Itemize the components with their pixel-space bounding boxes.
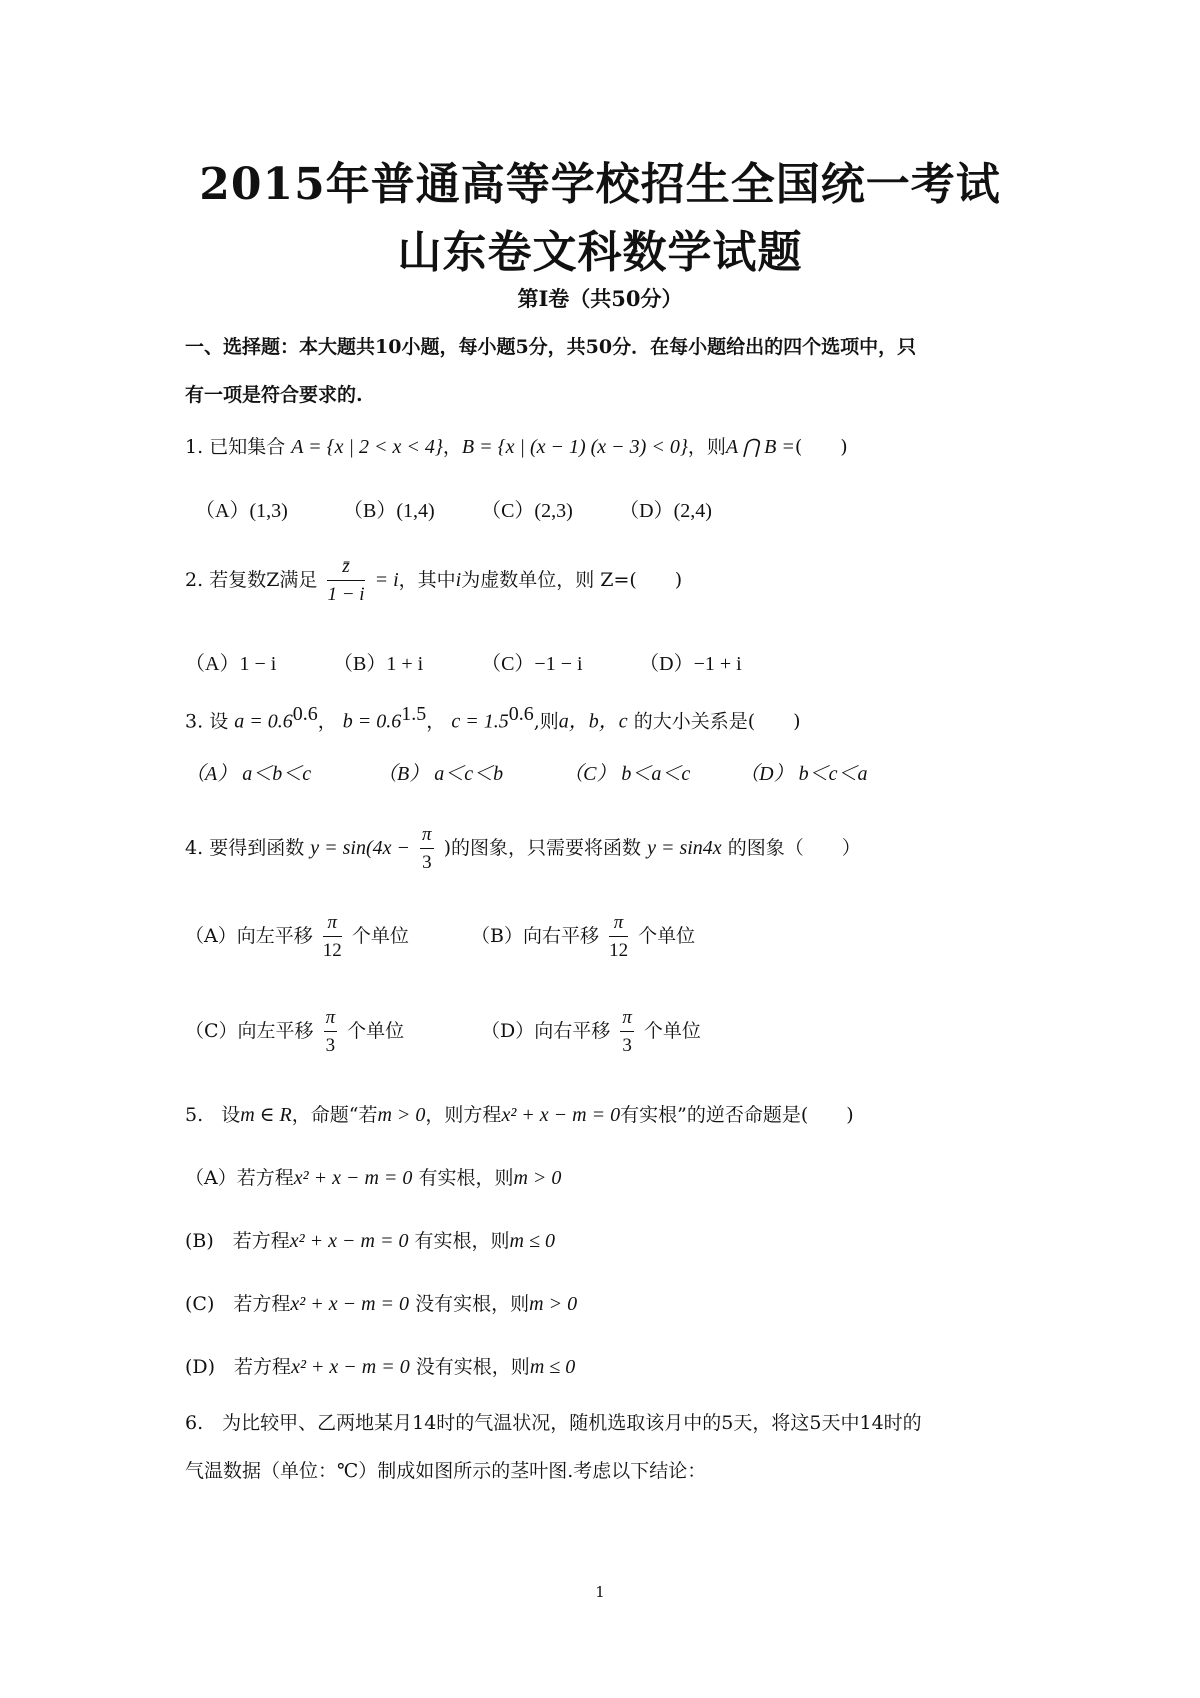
question-text: ，则方程	[425, 1104, 502, 1126]
result: m ≤ 0	[509, 1230, 555, 1252]
option-c: （C）(2,3)	[481, 500, 573, 522]
question-text: 要得到函数	[209, 837, 305, 859]
premise: m > 0	[377, 1104, 426, 1126]
question-5-option-b	[185, 1226, 555, 1253]
question-5-option-c	[185, 1289, 577, 1316]
question-text: 的大小关系是( )	[633, 710, 801, 733]
question-number: 5.	[185, 1104, 204, 1126]
numerator: π	[420, 824, 434, 849]
question-text: 为虚数单位，则 Z=( )	[461, 569, 683, 591]
exp-c: 0.6	[508, 703, 534, 725]
equation: x² + x − m = 0	[290, 1293, 410, 1315]
result: m ≤ 0	[529, 1356, 576, 1378]
option-label: （A）若方程	[185, 1167, 294, 1189]
question-2-options	[185, 647, 742, 676]
option-mid: 有实根，则	[418, 1167, 514, 1189]
answer-paren: ( )	[794, 436, 848, 458]
var-c: c = 1.5	[451, 710, 509, 733]
option-b: （B）1 + i	[333, 653, 424, 675]
exp-a: 0.6	[292, 703, 318, 725]
question-text: 已知集合	[209, 436, 286, 458]
option-d: （D）(2,4)	[619, 500, 712, 522]
question-text: 设	[209, 710, 229, 733]
question-text: ，则	[687, 436, 726, 458]
denominator: 12	[609, 940, 629, 961]
question-text: 若复数Z满足	[209, 569, 318, 591]
question-6-line1: 6. 为比较甲、乙两地某月14时的气温状况，随机选取该月中的5天，将这5天中14时的	[185, 1412, 922, 1434]
exam-title-line1: 2015年普通高等学校招生全国统一考试	[199, 159, 1001, 210]
exp-b: 1.5	[401, 703, 427, 725]
question-1	[185, 432, 848, 459]
option-a: （A）(1,3)	[195, 500, 288, 522]
variable: i	[455, 569, 462, 591]
option-a: （A） a＜b＜c	[185, 763, 312, 785]
option-unit: 个单位	[643, 1020, 701, 1042]
question-5-option-d	[185, 1352, 575, 1379]
equation: x² + x − m = 0	[289, 1230, 409, 1252]
fraction	[609, 912, 628, 962]
denominator: 3	[622, 1035, 632, 1056]
question-3-options	[185, 757, 867, 786]
function-a: y = sin(4x −	[310, 837, 410, 859]
option-label: （B）向右平移	[471, 925, 600, 947]
page-number: 1	[595, 1583, 605, 1601]
question-4-options-cd	[185, 1007, 701, 1057]
option-label: （D）向右平移	[481, 1020, 611, 1042]
numerator: z̄	[327, 556, 364, 581]
question-text: ，其中	[398, 569, 456, 591]
denominator: 1 − i	[327, 584, 365, 605]
fraction	[620, 1007, 634, 1057]
question-1-options	[195, 494, 712, 523]
option-label: (B) 若方程	[185, 1230, 290, 1252]
option-label: (C) 若方程	[185, 1293, 291, 1315]
question-number: 1.	[185, 436, 204, 458]
option-b	[471, 912, 695, 962]
fraction	[420, 824, 434, 874]
option-mid: 没有实根，则	[415, 1293, 530, 1315]
condition: m ∈ R	[240, 1104, 292, 1126]
equation: x² + x − m = 0	[291, 1356, 410, 1378]
question-6-line2: 气温数据（单位：℃）制成如图所示的茎叶图.考虑以下结论：	[185, 1460, 707, 1482]
option-unit: 个单位	[351, 925, 409, 947]
equation: x² + x − m = 0	[501, 1104, 621, 1126]
question-3: 3. 设 $a = 0.6^{0.6}$， $b = 0.6^{1.5}$， $c = 1.5^{0.6}$,则a，b，c 的大小关系是( )	[185, 703, 801, 733]
set-b: B = {x | (x − 1) (x − 3) < 0}	[461, 436, 688, 458]
function-b: y = sin4x	[647, 837, 722, 859]
option-label: (D) 若方程	[185, 1356, 292, 1378]
option-label: （A）向左平移	[185, 925, 313, 947]
numerator: π	[323, 912, 342, 937]
denominator: 3	[422, 852, 432, 873]
question-text: ,则	[533, 710, 559, 733]
question-4-options-ab	[185, 912, 695, 962]
option-unit: 个单位	[638, 925, 696, 947]
option-d: （D） b＜c＜a	[739, 763, 868, 785]
variables: a，b，c	[558, 710, 628, 733]
question-text: 的图象（ ）	[727, 837, 861, 859]
question-text: )的图象，只需要将函数	[443, 837, 642, 859]
question-2	[185, 556, 682, 606]
intersection-expr: A ⋂ B =	[725, 436, 795, 458]
option-b: （B）(1,4)	[343, 500, 435, 522]
section-title: 第Ⅰ卷（共50分）	[517, 286, 683, 311]
instructions-line2: 有一项是符合要求的.	[185, 384, 363, 406]
fraction	[323, 912, 342, 962]
question-4	[185, 824, 861, 874]
numerator: π	[609, 912, 628, 937]
question-text: 设	[221, 1104, 241, 1126]
question-text: 有实根”的逆否命题是( )	[620, 1104, 854, 1126]
option-mid: 有实根，则	[414, 1230, 510, 1252]
set-a: A = {x | 2 < x < 4}	[291, 436, 443, 458]
option-d	[481, 1007, 701, 1057]
option-c	[185, 1007, 475, 1057]
option-a: （A）1 − i	[185, 653, 277, 675]
result: m > 0	[529, 1293, 578, 1315]
question-number: 3.	[185, 710, 204, 733]
option-a	[185, 912, 465, 962]
fraction	[324, 1007, 338, 1057]
question-5	[185, 1100, 854, 1127]
option-c: （C） b＜a＜c	[563, 763, 691, 785]
equation: x² + x − m = 0	[293, 1167, 413, 1189]
option-b: （B） a＜c＜b	[377, 763, 504, 785]
option-d: （D）−1 + i	[639, 653, 742, 675]
exam-title-line2: 山东卷文科数学试题	[397, 227, 803, 278]
numerator: π	[620, 1007, 634, 1032]
instructions-line1: 一、选择题：本大题共10小题，每小题5分，共50分．在每小题给出的四个选项中，只	[185, 336, 917, 358]
question-number: 4.	[185, 837, 204, 859]
question-number: 2.	[185, 569, 204, 591]
option-label: （C）向左平移	[185, 1020, 314, 1042]
question-5-option-a	[185, 1163, 561, 1190]
option-unit: 个单位	[347, 1020, 405, 1042]
option-c: （C）−1 − i	[481, 653, 583, 675]
equation: = i	[374, 569, 399, 591]
question-text: ，命题“若	[291, 1104, 378, 1126]
var-b: b = 0.6	[342, 710, 402, 733]
result: m > 0	[513, 1167, 562, 1189]
fraction	[327, 556, 364, 606]
separator: ，	[442, 436, 462, 458]
numerator: π	[324, 1007, 338, 1032]
option-mid: 没有实根，则	[415, 1356, 530, 1378]
denominator: 3	[325, 1035, 336, 1056]
var-a: a = 0.6	[234, 710, 293, 733]
denominator: 12	[322, 940, 342, 961]
